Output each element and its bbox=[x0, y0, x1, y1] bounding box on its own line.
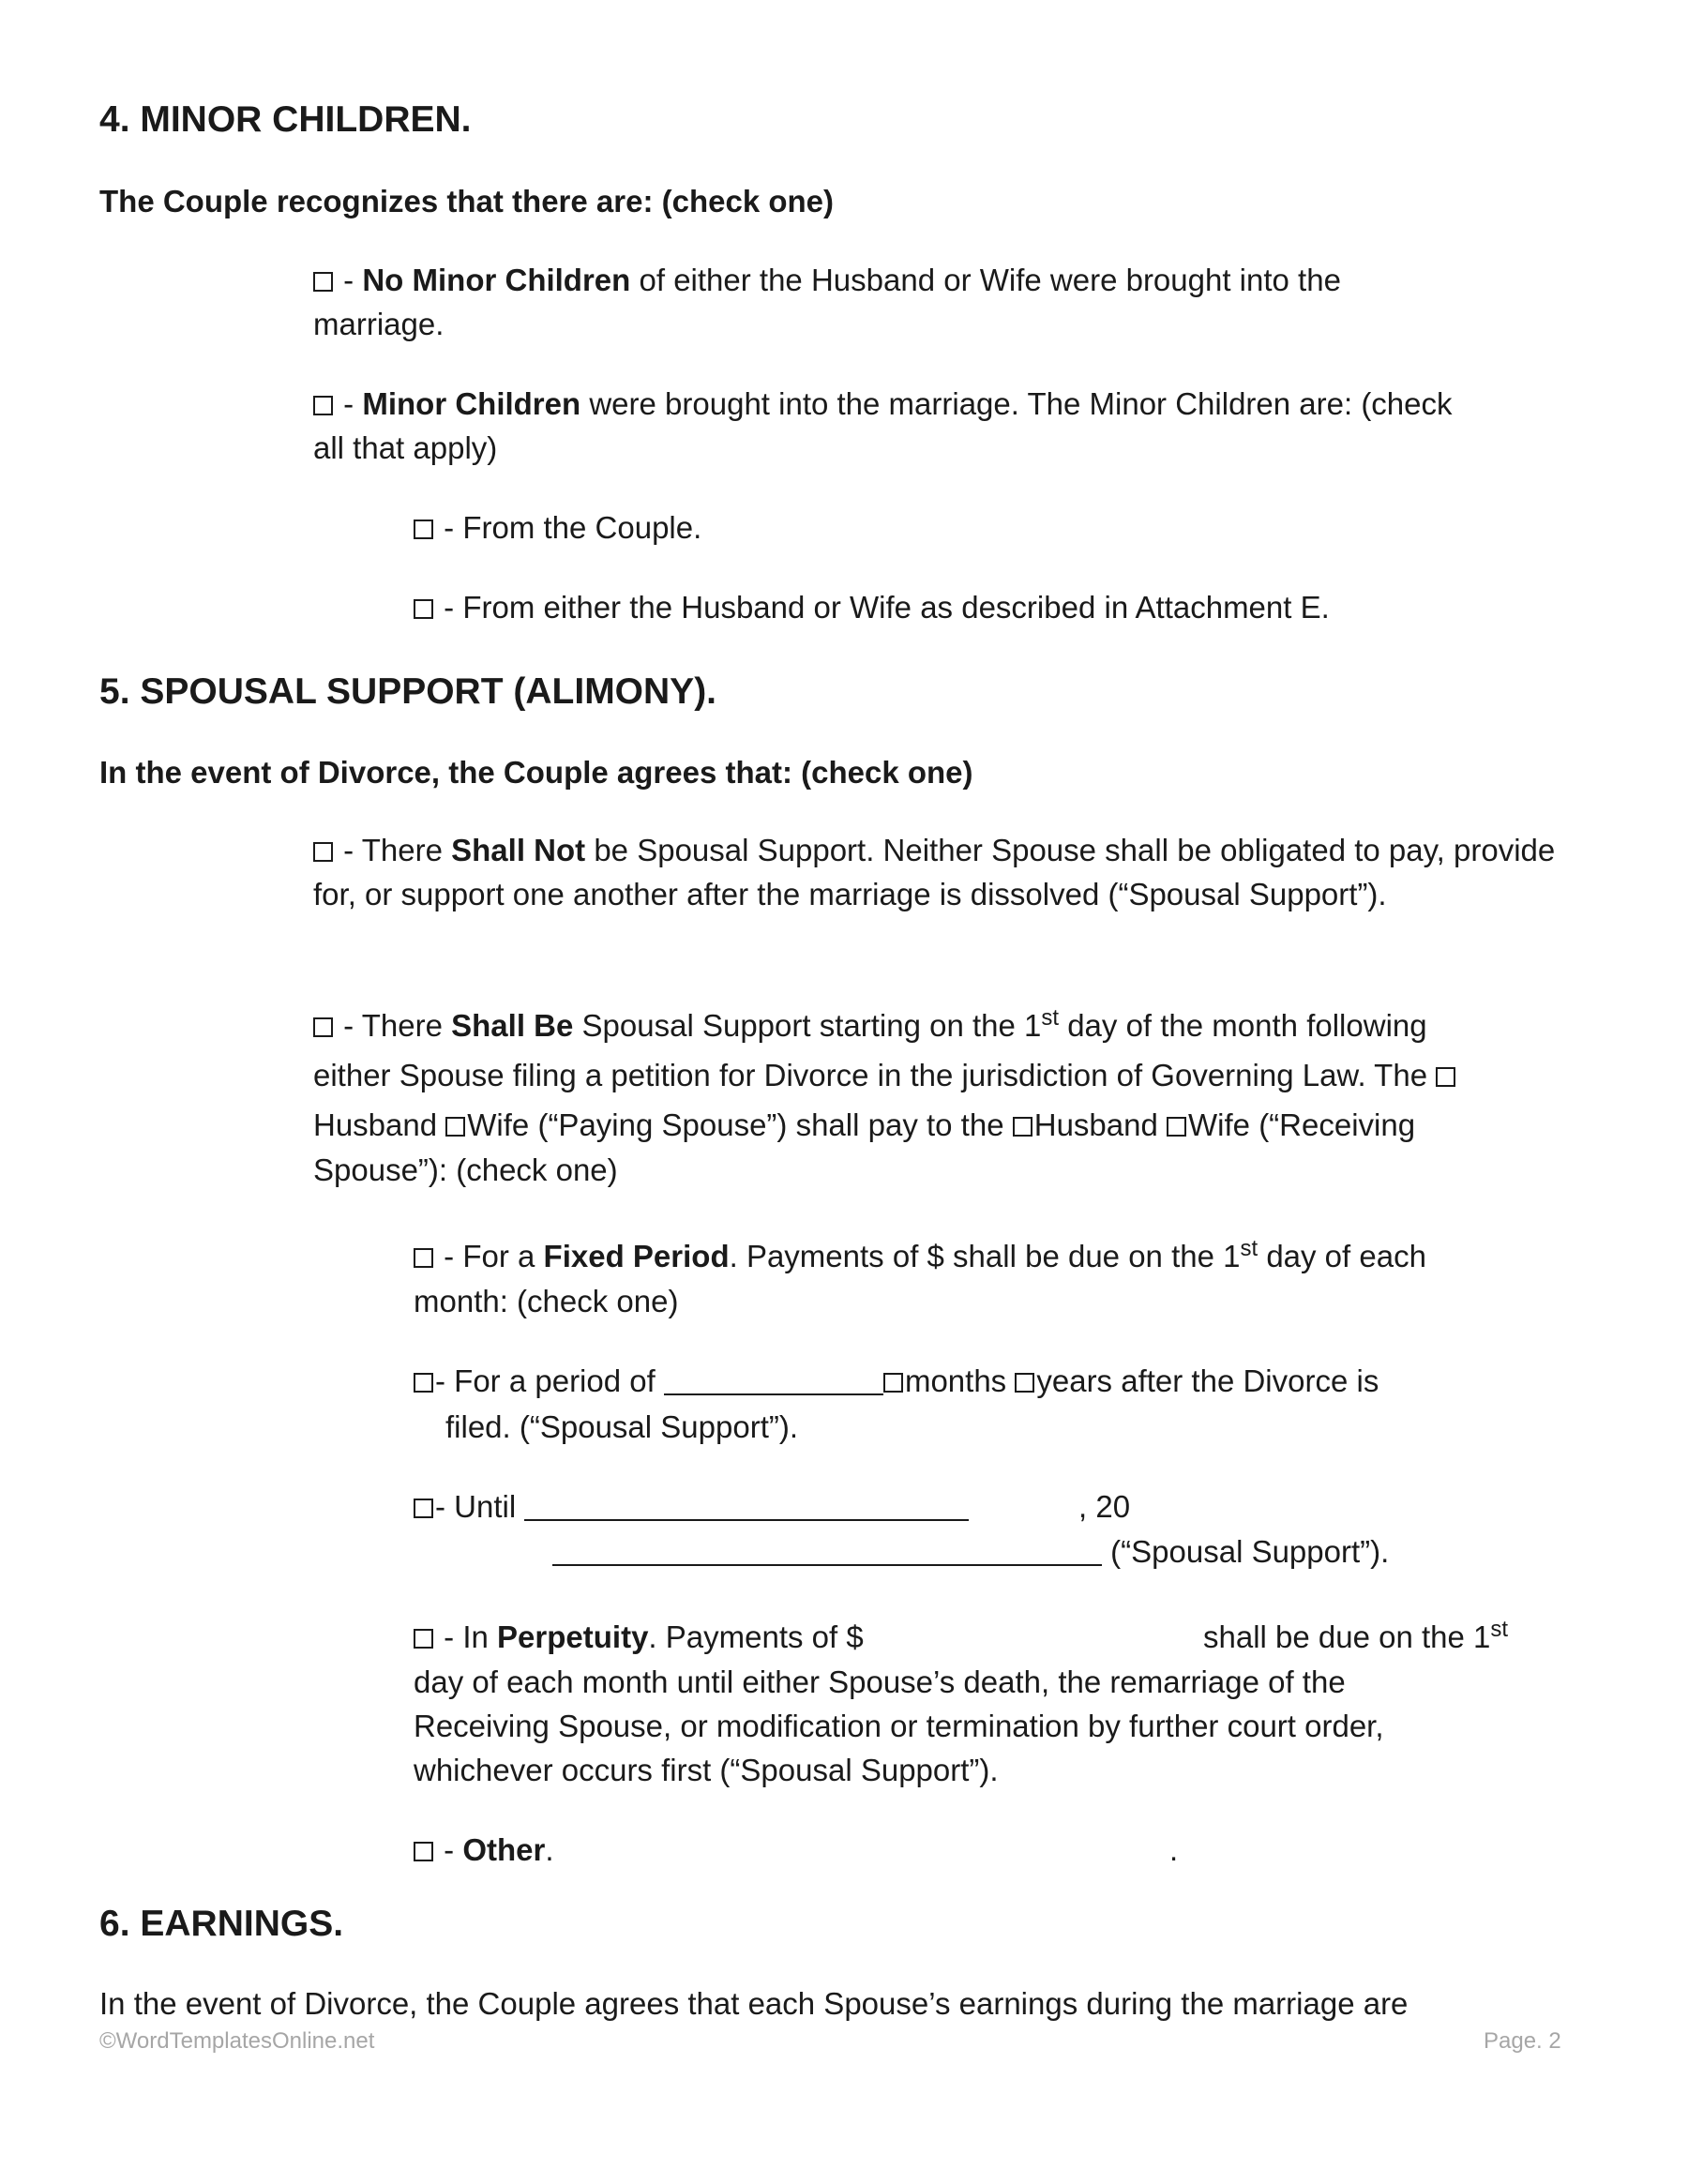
checkbox-paying-wife[interactable] bbox=[445, 1117, 465, 1137]
perpetuity-due: shall be due on the 1st bbox=[1203, 1617, 1509, 1654]
checkbox-perpetuity[interactable] bbox=[414, 1629, 433, 1649]
checkbox-minor-children[interactable] bbox=[313, 396, 333, 415]
option-until: - Until bbox=[414, 1484, 969, 1529]
section-6-text: In the event of Divorce, the Couple agrees that each Spouse’s earnings during the marriage are bbox=[99, 1986, 1409, 2021]
checkbox-receiving-wife[interactable] bbox=[1167, 1117, 1186, 1137]
other-end: . bbox=[1169, 1832, 1179, 1867]
until-line2: (“Spousal Support”). bbox=[552, 1529, 1389, 1574]
option-shall-be-line2: either Spouse filing a petition for Divorce in the jurisdiction of Governing Law. The bbox=[313, 1053, 1457, 1097]
checkbox-receiving-husband[interactable] bbox=[1013, 1117, 1032, 1137]
option-other: - Other. bbox=[414, 1828, 554, 1872]
checkbox-shall-be[interactable] bbox=[313, 1017, 333, 1037]
checkbox-months[interactable] bbox=[883, 1373, 903, 1393]
section-5-heading: 5. SPOUSAL SUPPORT (ALIMONY). bbox=[99, 671, 717, 712]
option-shall-not: - There Shall Not be Spousal Support. Neither Spouse shall be obligated to pay, provide for, or support one another after the marriage is dissolved (“Spousal Support”). bbox=[313, 833, 1556, 911]
checkbox-fixed-period[interactable] bbox=[414, 1248, 433, 1268]
until-year: , 20 bbox=[1078, 1489, 1131, 1524]
checkbox-no-minor-children[interactable] bbox=[313, 272, 333, 292]
checkbox-from-either[interactable] bbox=[414, 599, 433, 619]
checkbox-years[interactable] bbox=[1015, 1373, 1034, 1393]
option-perpetuity: - In Perpetuity. Payments of $ bbox=[414, 1615, 864, 1659]
option-fixed-period: - For a Fixed Period. Payments of $ shall be due on the 1st day of each bbox=[414, 1234, 1426, 1278]
option-no-minor-children: - No Minor Children of either the Husband or Wife were brought into the marriage. bbox=[313, 263, 1341, 341]
section-6-heading: 6. EARNINGS. bbox=[99, 1904, 344, 1944]
checkbox-other[interactable] bbox=[414, 1842, 433, 1861]
perpetuity-line4: whichever occurs first (“Spousal Support”). bbox=[414, 1753, 999, 1787]
checkbox-shall-not[interactable] bbox=[313, 842, 333, 862]
fixed-period-line2: month: (check one) bbox=[414, 1284, 679, 1318]
option-shall-be-line4: Spouse”): (check one) bbox=[313, 1152, 618, 1187]
footer-page-number: Page. 2 bbox=[1484, 2028, 1561, 2054]
section-4-heading: 4. MINOR CHILDREN. bbox=[99, 99, 472, 140]
section-4-intro: The Couple recognizes that there are: (check one) bbox=[99, 184, 835, 218]
perpetuity-line2: day of each month until either Spouse’s death, the remarriage of the bbox=[414, 1664, 1346, 1699]
checkbox-until[interactable] bbox=[414, 1499, 433, 1518]
checkbox-from-couple[interactable] bbox=[414, 520, 433, 539]
option-from-couple: - From the Couple. bbox=[414, 505, 701, 550]
option-from-either: - From either the Husband or Wife as described in Attachment E. bbox=[414, 585, 1330, 629]
period-line2: filed. (“Spousal Support”). bbox=[445, 1409, 799, 1444]
until-description-blank[interactable] bbox=[552, 1536, 1102, 1566]
footer-copyright: ©WordTemplatesOnline.net bbox=[99, 2028, 375, 2054]
checkbox-paying-husband[interactable] bbox=[1436, 1067, 1455, 1087]
option-shall-be-line1: - There Shall Be Spousal Support starting on the 1st day of the month following bbox=[313, 1003, 1427, 1047]
option-minor-children: - Minor Children were brought into the marriage. The Minor Children are: (check all that apply) bbox=[313, 386, 1453, 465]
perpetuity-line3: Receiving Spouse, or modification or termination by further court order, bbox=[414, 1709, 1384, 1743]
option-shall-be-line3: Husband Wife (“Paying Spouse”) shall pay to the Husband Wife (“Receiving bbox=[313, 1107, 1416, 1142]
period-blank[interactable] bbox=[664, 1365, 883, 1395]
checkbox-period-of[interactable] bbox=[414, 1373, 433, 1393]
until-date-blank[interactable] bbox=[524, 1491, 969, 1521]
section-5-intro: In the event of Divorce, the Couple agrees that: (check one) bbox=[99, 755, 973, 790]
option-period-of: - For a period of months years after the Divorce is bbox=[414, 1359, 1379, 1403]
